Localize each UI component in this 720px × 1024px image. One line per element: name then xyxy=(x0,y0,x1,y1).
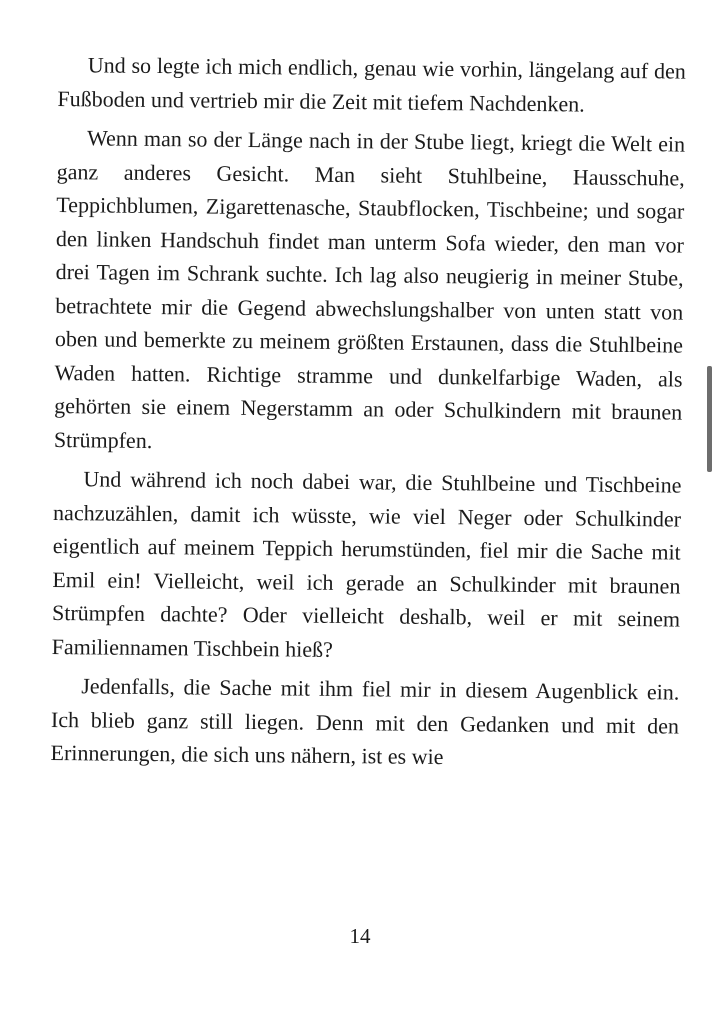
page-number: 14 xyxy=(349,924,371,948)
body-text xyxy=(50,48,686,782)
paragraph-2: Wenn man so der Länge nach in der Stube liegt, kriegt die Welt ein ganz anderes Gesicht. Man sieht Stuhlbeine, Hausschuhe, Teppichblumen, Zigarettenasche, Staubflocken, Tischbeine; und sogar den linken Handschuh findet man unterm Sofa wieder, den man vor drei Tagen im Schrank suchte. Ich lag also neugierig in meiner Stube, betrachtete mir die Gegend abwechslungshalber von unten statt von oben und bemerkte zu meinem größten Erstaunen, dass die Stuhlbeine Waden hatten. Richtige stramme und dunkelfarbige Waden, als gehörten sie einem Negerstamm an oder Schulkindern mit braunen Strümpfen. xyxy=(53,125,686,453)
scrollbar-thumb[interactable] xyxy=(707,366,712,472)
paragraph-3: Und während ich noch dabei war, die Stuhlbeine und Tischbeine nachzuzählen, damit ich wüsste, wie viel Neger oder Schulkinder eigentlich auf meinem Teppich herumstünden, fiel mir die Sache mit Emil ein! Vielleicht, weil ich gerade an Schulkinder mit braunen Strümpfen dachte? Oder vielleicht deshalb, weil er mit seinem Familiennamen Tischbein hieß? xyxy=(51,466,682,662)
paragraph-1: Und so legte ich mich endlich, genau wie vorhin, längelang auf den Fußboden und vertrieb mir die Zeit mit tiefem Nachdenken. xyxy=(57,52,686,117)
paragraph-4: Jedenfalls, die Sache mit ihm fiel mir in diesem Augenblick ein. Ich blieb ganz still liegen. Denn mit den Gedanken und mit den Erinnerungen, die sich uns nähern, ist es wie xyxy=(50,673,680,770)
